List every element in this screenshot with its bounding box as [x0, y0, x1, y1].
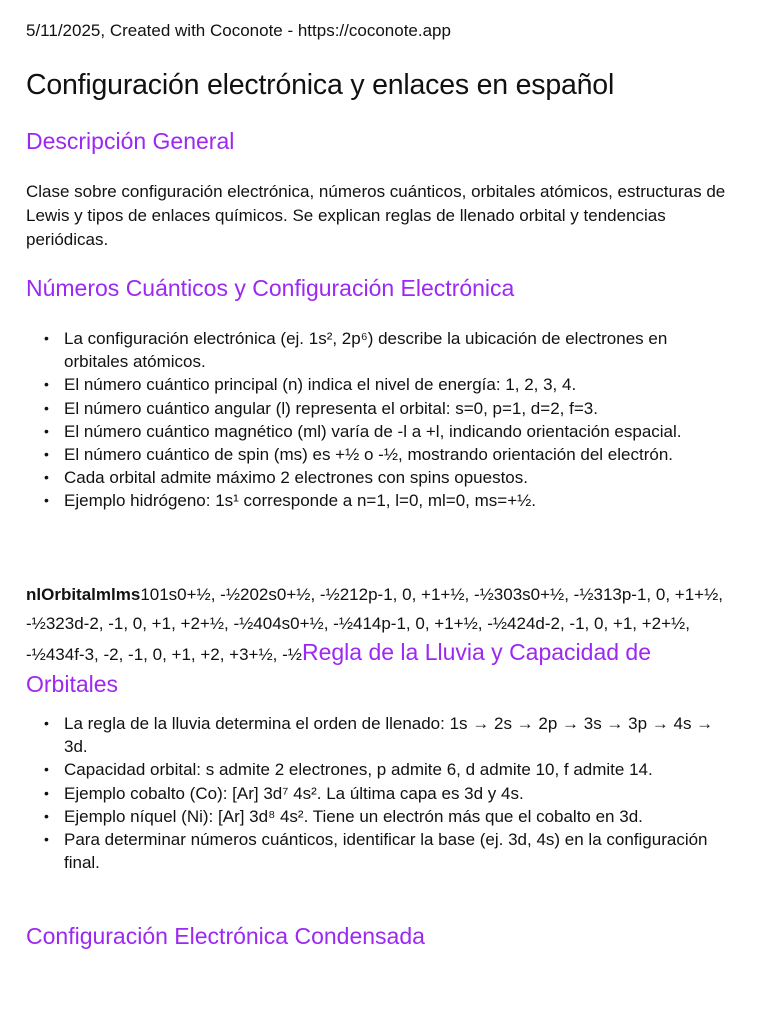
list-item: • La configuración electrónica (ej. 1s², 2p⁶) describe la ubicación de electrones en orbitales atómicos. [26, 327, 726, 373]
section-heading-condensed: Configuración Electrónica Condensada [26, 923, 425, 949]
list-item: • Cada orbital admite máximo 2 electrones con spins opuestos. [26, 466, 726, 489]
section-heading-overview: Descripción General [26, 128, 235, 154]
list-item: • Para determinar números cuánticos, identificar la base (ej. 3d, 4s) en la configuración final. [26, 828, 726, 874]
list-item: • La regla de la lluvia determina el orden de llenado: 1s → 2s → 2p → 3s → 3p → 4s → 3d. [26, 712, 726, 758]
list-item: • Ejemplo hidrógeno: 1s¹ corresponde a n=1, l=0, ml=0, ms=+½. [26, 489, 726, 512]
page-header: 5/11/2025, Created with Coconote - https://coconote.app [26, 21, 451, 40]
document-title: Configuración electrónica y enlaces en español [26, 69, 615, 101]
rain-rule-list [26, 712, 726, 874]
list-item: • El número cuántico angular (l) representa el orbital: s=0, p=1, d=2, f=3. [26, 397, 726, 420]
quantum-list [26, 327, 726, 513]
table-body-text: 101s0+½, -½202s0+½, -½212p-1, 0, +1+½, -½303s0+½, -½313p-1, 0, +1+½, -½323d-2, -1, 0, +1, +2+½, -½404s0+½, -½414p-1, 0, +1+½, -½424d-2, -1, 0, +1, +2+½, -½434f-3, -2, -1, 0, +1, +2, +3+½, -½ [26, 585, 723, 664]
section-heading-rain-rule: Regla de la Lluvia y Capacidad de Orbitales [26, 639, 652, 697]
list-item: • El número cuántico magnético (ml) varía de -l a +l, indicando orientación espacial. [26, 420, 726, 443]
table-header-text: nlOrbitalmlms [26, 585, 141, 604]
list-item: • Ejemplo níquel (Ni): [Ar] 3d⁸ 4s². Tiene un electrón más que el cobalto en 3d. [26, 805, 726, 828]
list-item: • El número cuántico principal (n) indica el nivel de energía: 1, 2, 3, 4. [26, 373, 726, 396]
list-item: • El número cuántico de spin (ms) es +½ o -½, mostrando orientación del electrón. [26, 443, 726, 466]
flattened-table-text [26, 581, 726, 701]
list-item: • Ejemplo cobalto (Co): [Ar] 3d⁷ 4s². La última capa es 3d y 4s. [26, 782, 726, 805]
section-heading-quantum: Números Cuánticos y Configuración Electrónica [26, 275, 515, 301]
overview-paragraph: Clase sobre configuración electrónica, números cuánticos, orbitales atómicos, estructuras de Lewis y tipos de enlaces químicos. Se explican reglas de llenado orbital y tendencias periódicas. [26, 182, 726, 249]
list-item: • Capacidad orbital: s admite 2 electrones, p admite 6, d admite 10, f admite 14. [26, 758, 726, 781]
